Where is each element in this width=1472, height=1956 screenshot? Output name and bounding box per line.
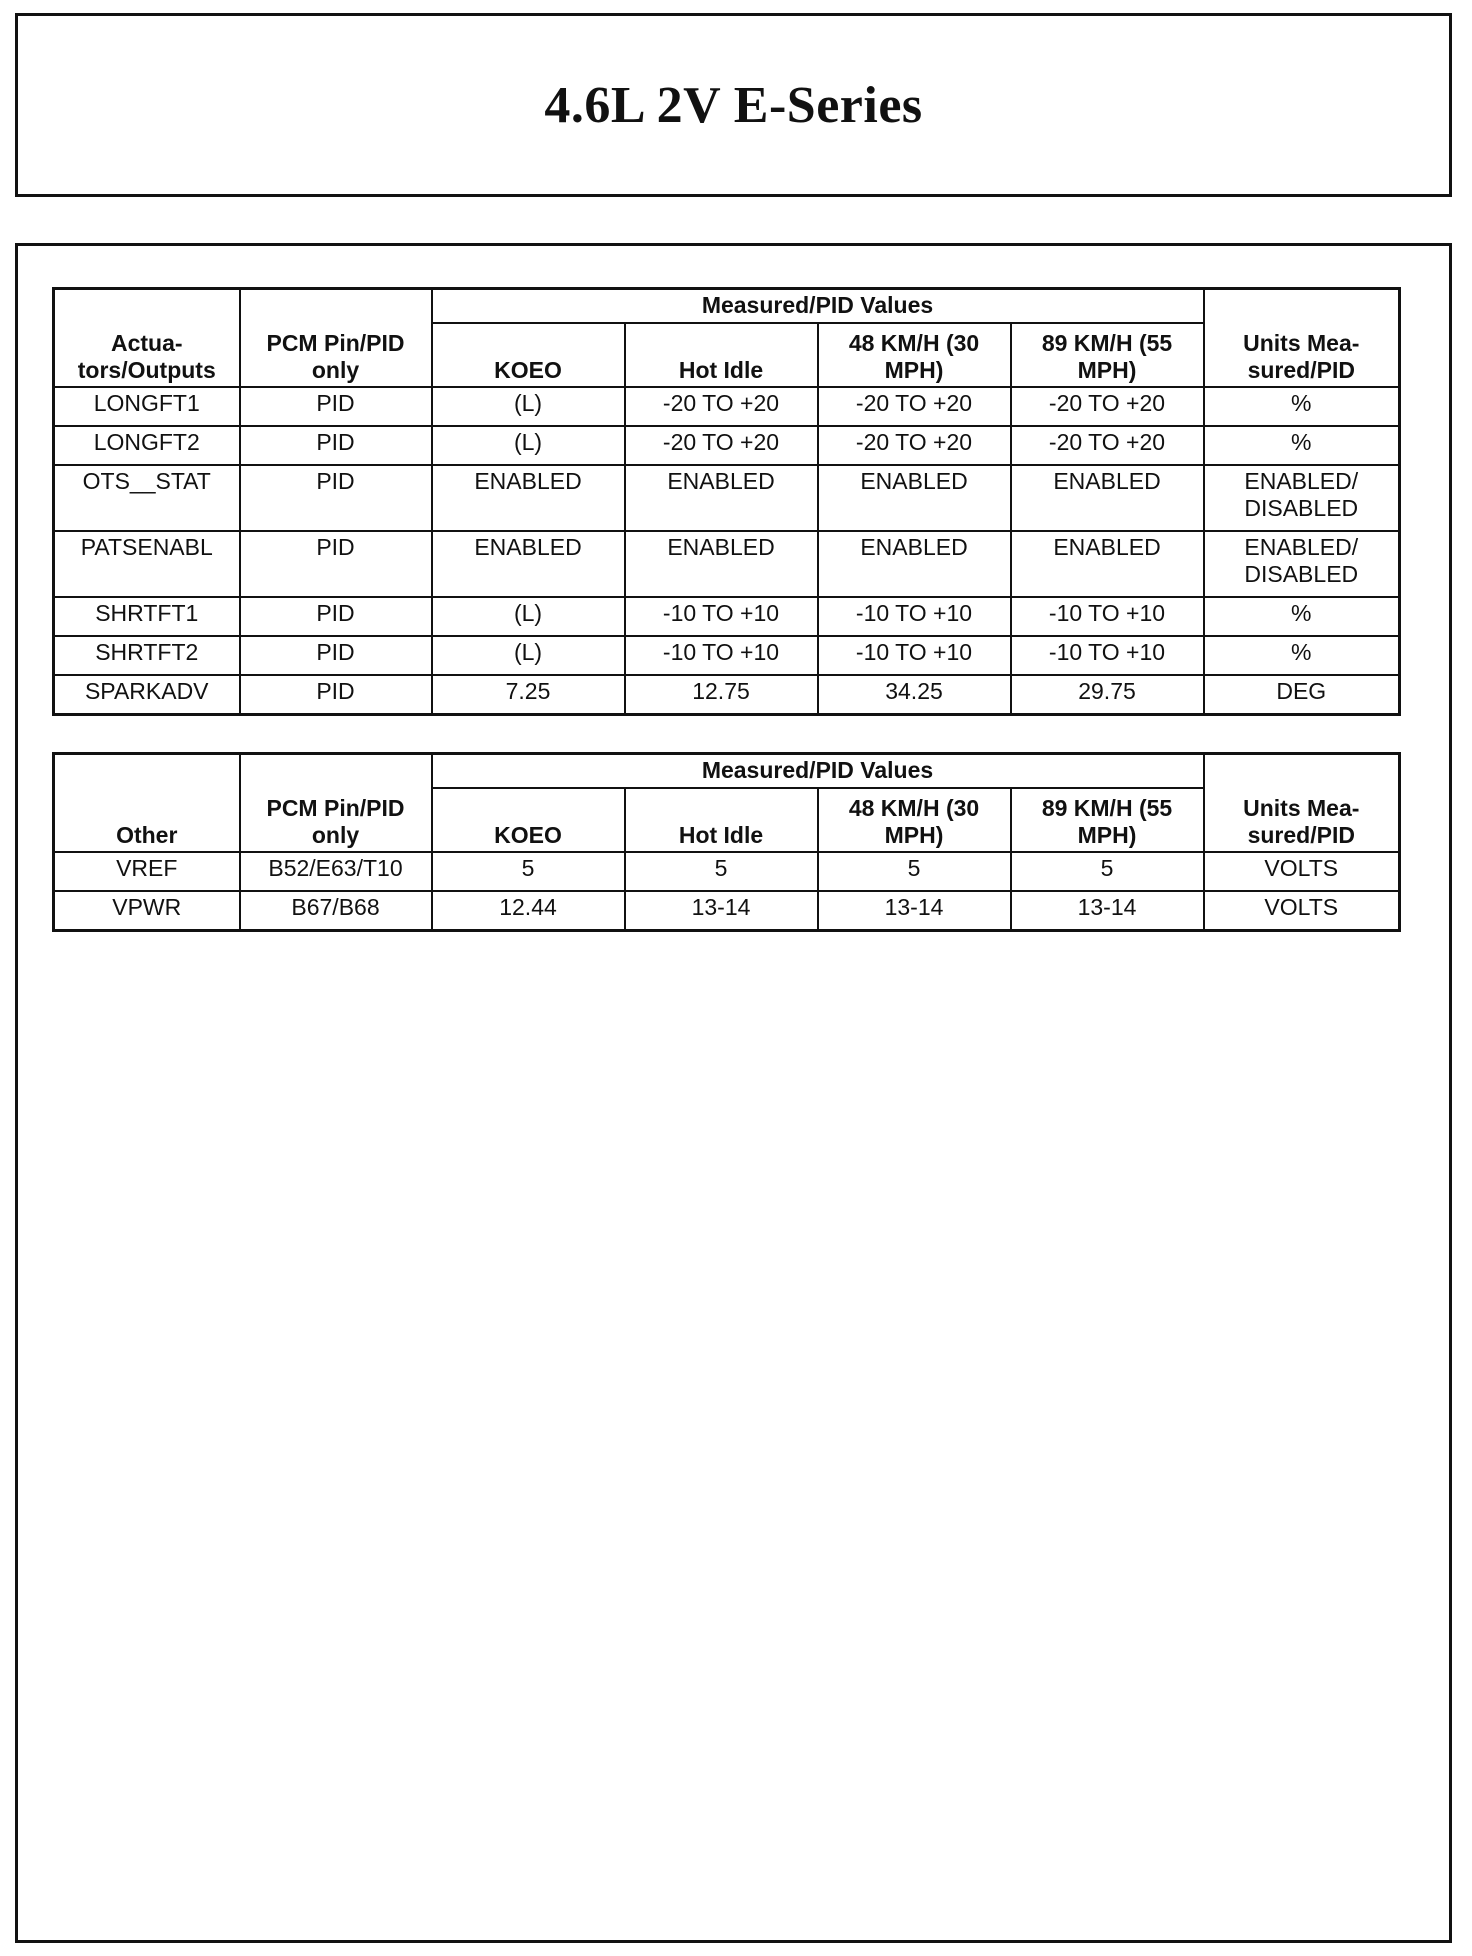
table-cell: PID [240,531,432,597]
actuators-outputs-table [52,287,1401,716]
column-header: 89 KM/H (55 MPH) [1011,323,1204,387]
table-cell: 29.75 [1011,675,1204,715]
table-cell: 5 [432,852,625,891]
table-cell: -20 TO +20 [625,387,818,426]
table-cell: PID [240,387,432,426]
table-cell: -10 TO +10 [1011,636,1204,675]
column-header: 89 KM/H (55 MPH) [1011,788,1204,852]
column-header: Actua-tors/Outputs [54,289,240,387]
table-cell: SHRTFT2 [54,636,240,675]
table-cell: ENABLED/ DISABLED [1204,465,1400,531]
table-row [54,675,1400,715]
column-header: PCM Pin/PID only [240,754,432,852]
column-header: 48 KM/H (30 MPH) [818,323,1011,387]
group-header: Measured/PID Values [432,289,1204,323]
table-cell: 12.75 [625,675,818,715]
table-cell: (L) [432,387,625,426]
table-cell: VREF [54,852,240,891]
table-cell: SHRTFT1 [54,597,240,636]
table-cell: 13-14 [818,891,1011,931]
table-cell: B67/B68 [240,891,432,931]
table-row [54,465,1400,531]
column-header: Units Mea-sured/PID [1204,289,1400,387]
table-cell: % [1204,387,1400,426]
table-cell: 5 [625,852,818,891]
table-cell: 5 [818,852,1011,891]
table-row [54,891,1400,931]
page-title: 4.6L 2V E-Series [544,76,923,134]
table-cell: 13-14 [1011,891,1204,931]
table-cell: ENABLED [818,531,1011,597]
table-row [54,531,1400,597]
table-cell: 12.44 [432,891,625,931]
table-cell: PATSENABL [54,531,240,597]
table-cell: -20 TO +20 [625,426,818,465]
table-cell: PID [240,597,432,636]
table-cell: (L) [432,636,625,675]
table-cell: -10 TO +10 [625,636,818,675]
column-header: Hot Idle [625,788,818,852]
column-header: Hot Idle [625,323,818,387]
table-cell: B52/E63/T10 [240,852,432,891]
table-cell: -20 TO +20 [1011,387,1204,426]
table-cell: ENABLED [432,465,625,531]
column-header: 48 KM/H (30 MPH) [818,788,1011,852]
table-cell: % [1204,426,1400,465]
table-row [54,426,1400,465]
table-cell: -10 TO +10 [1011,597,1204,636]
table-cell: DEG [1204,675,1400,715]
table-cell: ENABLED [1011,465,1204,531]
table-cell: -20 TO +20 [818,426,1011,465]
table-cell: % [1204,636,1400,675]
table-cell: LONGFT1 [54,387,240,426]
column-header: PCM Pin/PID only [240,289,432,387]
table-cell: 13-14 [625,891,818,931]
table-cell: -10 TO +10 [818,636,1011,675]
header-row [54,289,1400,323]
table-row [54,852,1400,891]
other-table [52,752,1401,932]
table-cell: -10 TO +10 [625,597,818,636]
table-cell: PID [240,426,432,465]
table-cell: SPARKADV [54,675,240,715]
table-cell: (L) [432,426,625,465]
table-cell: 5 [1011,852,1204,891]
column-header: KOEO [432,788,625,852]
table-cell: LONGFT2 [54,426,240,465]
table-cell: -10 TO +10 [818,597,1011,636]
table-cell: -20 TO +20 [1011,426,1204,465]
table-cell: OTS__STAT [54,465,240,531]
table-cell: PID [240,675,432,715]
column-header: Other [54,754,240,852]
table-cell: -20 TO +20 [818,387,1011,426]
table-cell: VOLTS [1204,852,1400,891]
table-row [54,387,1400,426]
table-cell: ENABLED [818,465,1011,531]
title-box [15,13,1452,197]
column-header: KOEO [432,323,625,387]
table-cell: ENABLED/ DISABLED [1204,531,1400,597]
table-cell: ENABLED [625,531,818,597]
column-header: Units Mea-sured/PID [1204,754,1400,852]
table-cell: 34.25 [818,675,1011,715]
table-cell: VOLTS [1204,891,1400,931]
header-row [54,754,1400,788]
table-row [54,597,1400,636]
group-header: Measured/PID Values [432,754,1204,788]
table-cell: 7.25 [432,675,625,715]
table-row [54,636,1400,675]
table-cell: ENABLED [625,465,818,531]
table-cell: VPWR [54,891,240,931]
table-cell: % [1204,597,1400,636]
table-cell: (L) [432,597,625,636]
content-frame [15,243,1452,1943]
table-cell: PID [240,636,432,675]
table-cell: PID [240,465,432,531]
table-cell: ENABLED [1011,531,1204,597]
table-cell: ENABLED [432,531,625,597]
